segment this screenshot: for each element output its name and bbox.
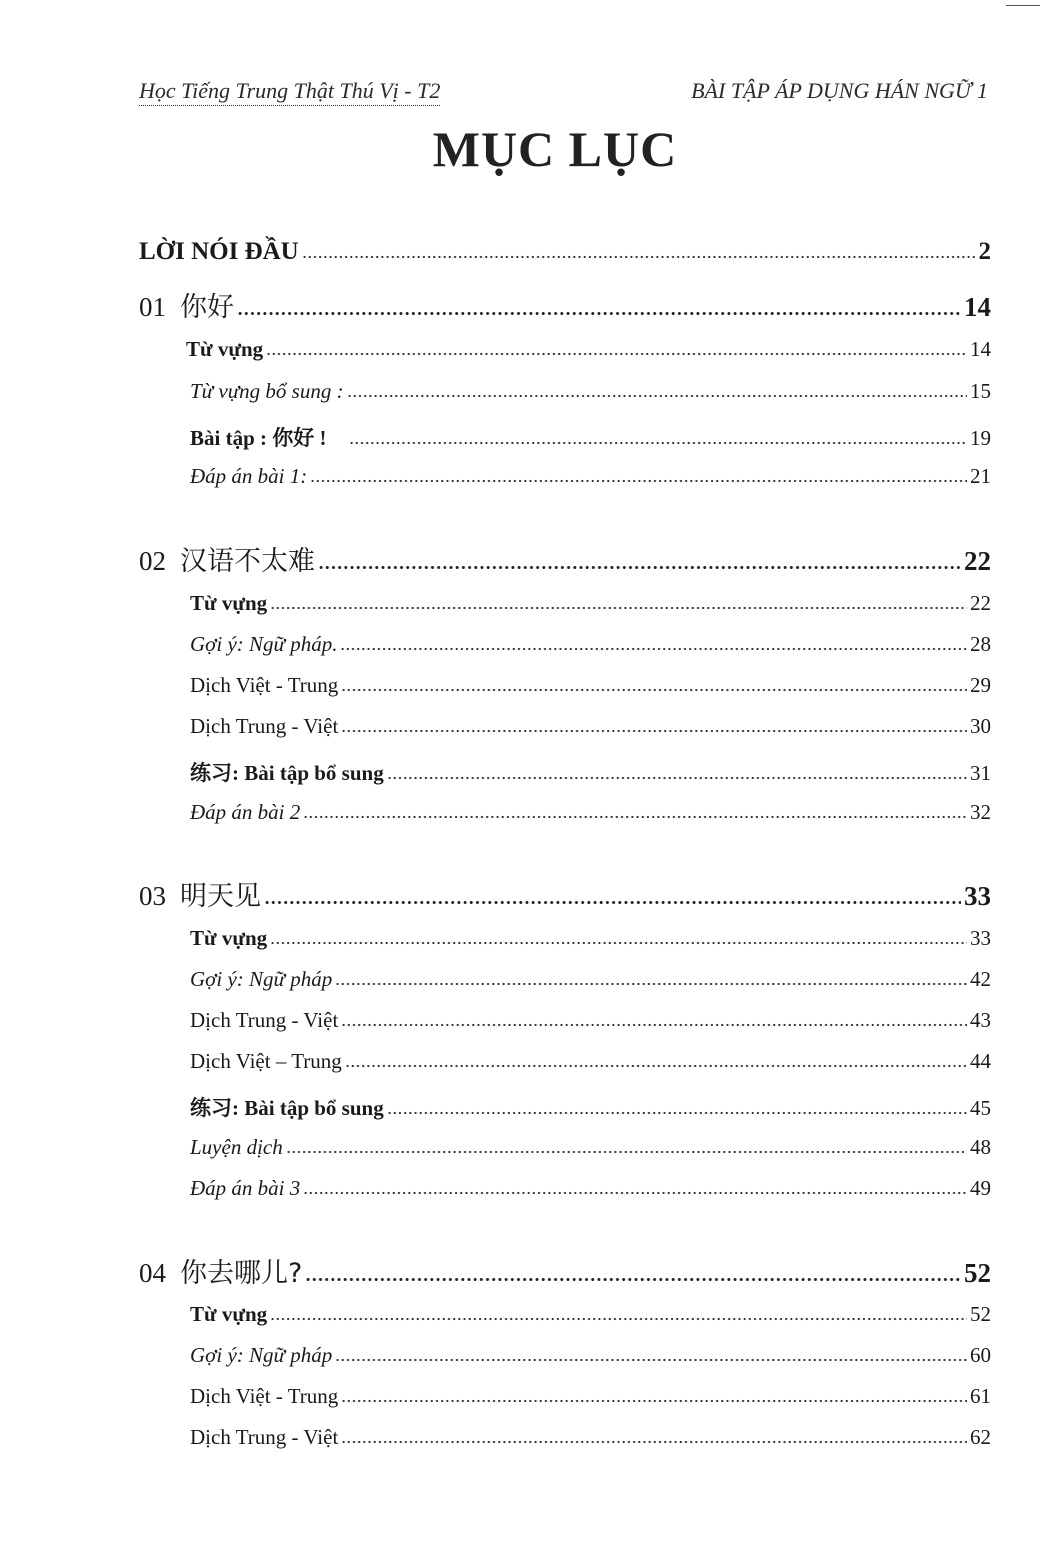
- toc-page-number: 22: [964, 546, 991, 576]
- toc-page-number: 19: [970, 426, 991, 450]
- toc-chapter-01[interactable]: [139, 285, 991, 324]
- toc-chapter-03[interactable]: [139, 874, 991, 913]
- toc-page-number: 49: [970, 1176, 991, 1200]
- toc-entry-label: Từ vựng: [190, 591, 268, 615]
- toc-entry[interactable]: [190, 1176, 991, 1201]
- leader-dots: [345, 1064, 967, 1068]
- chapter-number: 02: [139, 546, 166, 576]
- leader-dots: [264, 900, 961, 905]
- toc-entry[interactable]: [190, 926, 991, 951]
- toc-entry-label: Dịch Việt - Trung: [190, 1384, 339, 1408]
- toc-entry-label: : Bài tập bổ sung: [232, 1096, 384, 1120]
- toc-entry[interactable]: [190, 673, 991, 698]
- toc-entry[interactable]: [190, 591, 991, 616]
- toc-page-number: 31: [970, 761, 991, 785]
- toc-entry-label: Dịch Trung - Việt: [190, 714, 339, 738]
- toc-page-number: 52: [964, 1258, 991, 1288]
- toc-page-number: 62: [970, 1425, 991, 1449]
- toc-page-number: 42: [970, 967, 991, 991]
- toc-page-number: 30: [970, 714, 991, 738]
- toc-entry-label: Dịch Việt – Trung: [190, 1049, 342, 1073]
- toc-entry-prefix: 练习: [190, 761, 232, 785]
- toc-chapter-04[interactable]: [139, 1251, 991, 1290]
- toc-entry-label: Gợi ý: Ngữ pháp.: [190, 632, 338, 656]
- chapter-number: 04: [139, 1258, 166, 1288]
- chapter-title: 汉语不太难: [180, 546, 315, 577]
- leader-dots: [303, 1191, 967, 1195]
- toc-entry-label: Gợi ý: Ngữ pháp: [190, 1343, 333, 1367]
- toc-page-number: 28: [970, 632, 991, 656]
- toc-page-number: 43: [970, 1008, 991, 1032]
- toc-page-number: 61: [970, 1384, 991, 1408]
- leader-dots: [387, 1111, 967, 1115]
- leader-dots: [341, 1023, 967, 1027]
- toc-page-number: 21: [970, 464, 991, 488]
- toc-entry-label: Từ vựng bổ sung :: [190, 379, 344, 403]
- toc-page-number: 29: [970, 673, 991, 697]
- toc-entry-label: Bài tập : 你好 !: [190, 426, 327, 450]
- toc-entry-label: Đáp án bài 1:: [190, 464, 308, 488]
- toc-entry-label: Từ vựng: [190, 926, 268, 950]
- toc-entry[interactable]: [190, 1343, 991, 1368]
- leader-dots: [302, 255, 976, 259]
- leader-dots: [347, 394, 967, 398]
- leader-dots: [237, 311, 961, 316]
- toc-entry[interactable]: [190, 800, 991, 825]
- chapter-title: 你去哪儿?: [180, 1258, 303, 1289]
- toc-preface[interactable]: [139, 238, 991, 266]
- toc-entry[interactable]: [190, 1302, 991, 1327]
- toc-page-number: 2: [978, 238, 991, 265]
- leader-dots: [387, 776, 967, 780]
- leader-dots: [335, 982, 967, 986]
- toc-chapter-02[interactable]: [139, 539, 991, 578]
- toc-entry[interactable]: [190, 714, 991, 739]
- chapter-title: 你好: [180, 292, 234, 323]
- toc-preface-label: LỜI NÓI ĐẦU: [139, 238, 299, 265]
- toc-page-number: 52: [970, 1302, 991, 1326]
- page-title: MỤC LỤC: [432, 121, 678, 177]
- leader-dots: [340, 647, 967, 651]
- toc-entry-label: Đáp án bài 3: [190, 1176, 301, 1200]
- leader-dots: [305, 1277, 961, 1282]
- toc-entry[interactable]: [190, 632, 991, 657]
- toc-page-number: 45: [970, 1096, 991, 1120]
- toc-entry[interactable]: [190, 1425, 991, 1450]
- running-header-left: Học Tiếng Trung Thật Thú Vị - T2: [139, 78, 440, 106]
- toc-entry-prefix: 练习: [190, 1096, 232, 1120]
- leader-dots: [341, 688, 967, 692]
- chapter-title: 明天见: [180, 881, 261, 912]
- toc-entry-label: : Bài tập bổ sung: [232, 761, 384, 785]
- chapter-number: 01: [139, 292, 166, 322]
- toc-entry[interactable]: [190, 464, 991, 489]
- toc-entry-label: Từ vựng: [186, 337, 264, 361]
- toc-entry[interactable]: [190, 1008, 991, 1033]
- toc-entry[interactable]: [190, 1384, 991, 1409]
- toc-entry[interactable]: [190, 967, 991, 992]
- toc-page-number: 48: [970, 1135, 991, 1159]
- toc-page-number: 32: [970, 800, 991, 824]
- leader-dots: [349, 441, 968, 445]
- leader-dots: [335, 1358, 967, 1362]
- toc-entry[interactable]: [190, 1092, 991, 1122]
- leader-dots: [303, 815, 967, 819]
- toc-page-number: 14: [970, 337, 991, 361]
- leader-dots: [266, 352, 967, 356]
- leader-dots: [310, 479, 967, 483]
- leader-dots: [270, 606, 967, 610]
- toc-entry-label: Dịch Trung - Việt: [190, 1008, 339, 1032]
- toc-entry[interactable]: [190, 1135, 991, 1160]
- toc-page-number: 60: [970, 1343, 991, 1367]
- toc-page-number: 44: [970, 1049, 991, 1073]
- chapter-number: 03: [139, 881, 166, 911]
- toc-entry[interactable]: [190, 379, 991, 404]
- toc-entry[interactable]: [190, 757, 991, 787]
- toc-page-number: 33: [964, 881, 991, 911]
- toc-page-number: 22: [970, 591, 991, 615]
- leader-dots: [270, 941, 967, 945]
- leader-dots: [341, 729, 967, 733]
- toc-entry-label: Luyện dịch: [190, 1135, 283, 1159]
- toc-entry-label: Dịch Trung - Việt: [190, 1425, 339, 1449]
- leader-dots: [341, 1440, 967, 1444]
- toc-entry[interactable]: [190, 422, 991, 452]
- toc-entry-label: Từ vựng: [190, 1302, 268, 1326]
- toc-entry[interactable]: [190, 1049, 991, 1074]
- toc-page-number: 14: [964, 292, 991, 322]
- toc-entry-label: Đáp án bài 2: [190, 800, 301, 824]
- leader-dots: [318, 565, 961, 570]
- running-header-right: BÀI TẬP ÁP DỤNG HÁN NGỮ 1: [691, 78, 988, 103]
- toc-entry-label: Dịch Việt - Trung: [190, 673, 339, 697]
- toc-page-number: 15: [970, 379, 991, 403]
- toc-entry-label: Gợi ý: Ngữ pháp: [190, 967, 333, 991]
- leader-dots: [341, 1399, 967, 1403]
- leader-dots: [270, 1317, 967, 1321]
- toc-page-number: 33: [970, 926, 991, 950]
- leader-dots: [286, 1150, 967, 1154]
- corner-rule: [1006, 5, 1040, 6]
- toc-entry[interactable]: [186, 337, 991, 362]
